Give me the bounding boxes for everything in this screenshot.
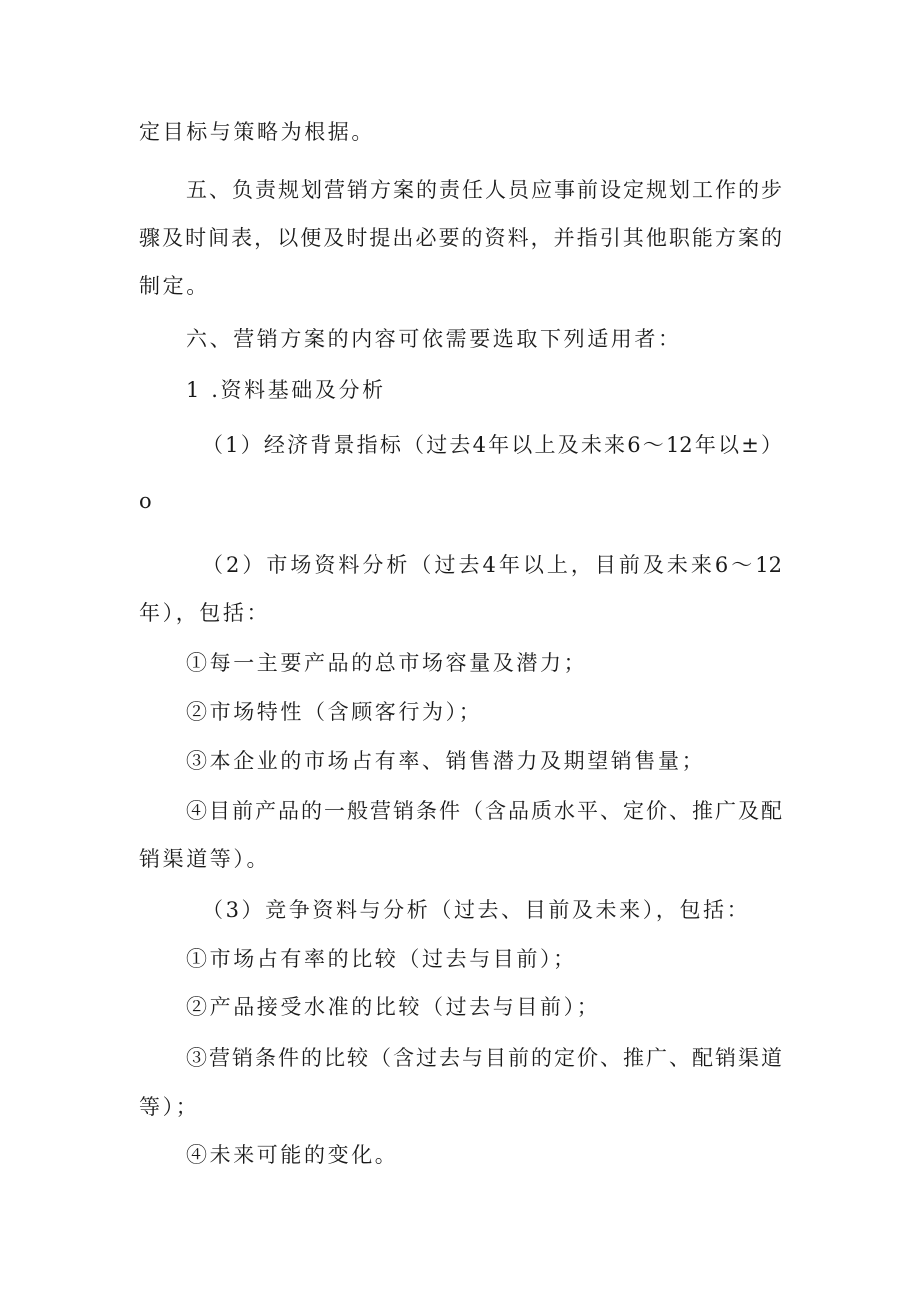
- list-item: 销渠道等）。: [139, 847, 271, 871]
- paragraph-line: 定目标与策略为根据。: [139, 120, 375, 144]
- paragraph-line: 五、负责规划营销方案的责任人员应事前设定规划工作的步: [186, 178, 782, 202]
- paragraph-line: 年），包括：: [139, 601, 271, 625]
- list-item: ②产品接受水准的比较（过去与目前）；: [186, 995, 601, 1019]
- list-item: ①每一主要产品的总市场容量及潜力；: [186, 651, 588, 675]
- list-item: ①市场占有率的比较（过去与目前）；: [186, 947, 577, 971]
- list-item: ②市场特性（含顾客行为）；: [186, 700, 483, 724]
- paragraph-line: o: [139, 489, 155, 513]
- list-item: ④目前产品的一般营销条件（含品质水平、定价、推广及配: [186, 799, 782, 823]
- paragraph-line: （3）竞争资料与分析（过去、目前及未来），包括：: [202, 898, 751, 922]
- list-item: 等）；: [139, 1095, 200, 1119]
- paragraph-line: （2）市场资料分析（过去4年以上，目前及未来6～12: [202, 553, 782, 577]
- paragraph-line: 骤及时间表，以便及时提出必要的资料，并指引其他职能方案的: [139, 226, 782, 250]
- list-item: ④未来可能的变化。: [186, 1143, 399, 1167]
- paragraph-line: （1）经济背景指标（过去4年以上及未来6～12年以±）: [202, 433, 782, 457]
- list-item: ③营销条件的比较（含过去与目前的定价、推广、配销渠道: [186, 1046, 782, 1070]
- section-heading: 1 .资料基础及分析: [186, 378, 386, 402]
- paragraph-line: 制定。: [139, 274, 210, 298]
- list-item: ③本企业的市场占有率、销售潜力及期望销售量；: [186, 749, 706, 773]
- paragraph-line: 六、营销方案的内容可依需要选取下列适用者：: [186, 327, 682, 351]
